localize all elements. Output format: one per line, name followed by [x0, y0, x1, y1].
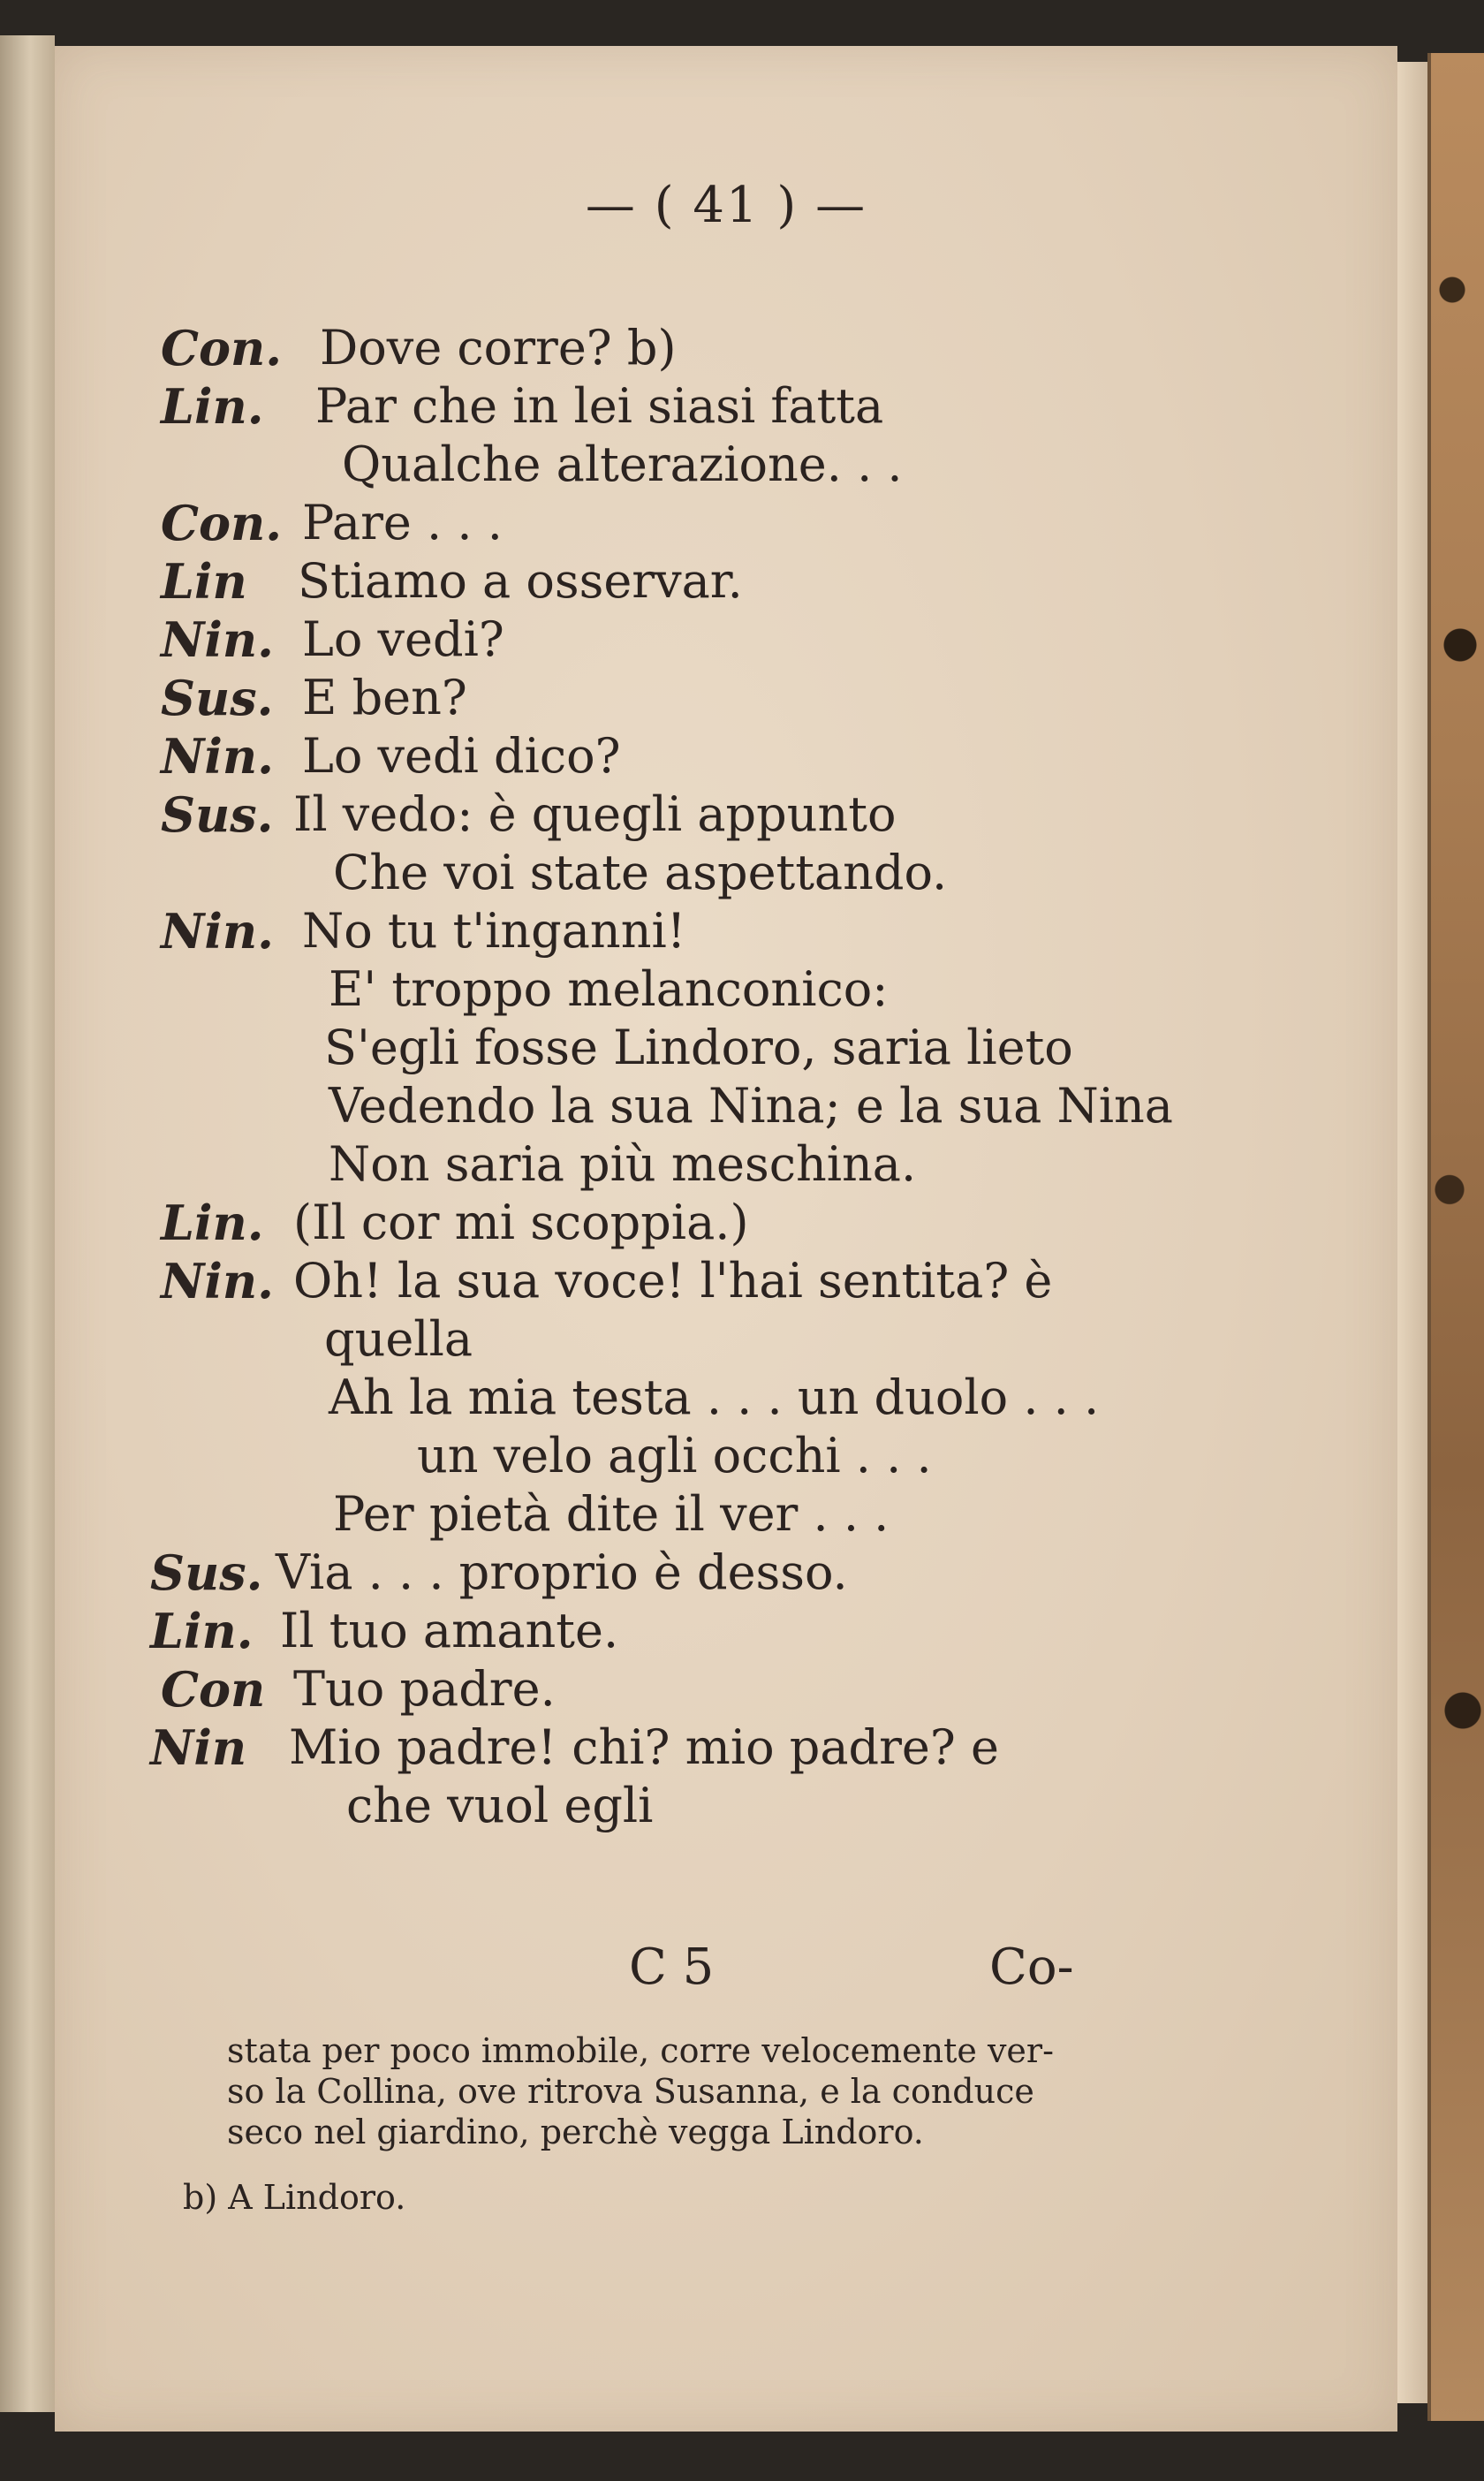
- previous-page-edge: [0, 35, 55, 2412]
- speaker-label: Lin.: [161, 1195, 264, 1251]
- signature-mark: C 5: [629, 1939, 715, 1996]
- speaker-label: Con.: [161, 495, 283, 551]
- speaker-label: Sus.: [150, 1544, 263, 1601]
- dialogue-line: Oh! la sua voce! l'hai sentita? è: [293, 1253, 1053, 1309]
- dialogue-line: Il vedo: è quegli appunto: [293, 786, 897, 842]
- dialogue-line: che vuol egli: [346, 1778, 654, 1833]
- dialogue-line: Dove corre? b): [320, 320, 677, 376]
- footnote-line: b) A Lindoro.: [183, 2178, 406, 2217]
- dialogue-line: Che voi state aspettando.: [333, 845, 948, 900]
- speaker-label: Nin: [150, 1719, 247, 1776]
- dialogue-line: Via . . . proprio è desso.: [276, 1544, 848, 1600]
- page-header: — ( 41 ) —: [585, 177, 867, 234]
- dialogue-line: (Il cor mi scoppia.): [293, 1195, 749, 1250]
- dialogue-line: Vedendo la sua Nina; e la sua Nina: [329, 1078, 1173, 1134]
- dialogue-line: No tu t'inganni!: [302, 903, 686, 959]
- speaker-label: Lin: [161, 553, 247, 610]
- dialogue-line: E' troppo melanconico:: [329, 961, 889, 1017]
- speaker-label: Sus.: [161, 670, 274, 726]
- dialogue-line: Stiamo a osservar.: [298, 553, 743, 609]
- catchword: Co-: [989, 1939, 1074, 1996]
- speaker-label: Sus.: [161, 786, 274, 843]
- dialogue-line: Il tuo amante.: [280, 1603, 619, 1658]
- dialogue-line: Pare . . .: [302, 495, 503, 550]
- dialogue-line: Per pietà dite il ver . . .: [333, 1486, 890, 1542]
- speaker-label: Lin.: [150, 1603, 254, 1659]
- dialogue-line: Tuo padre.: [293, 1661, 556, 1717]
- dialogue-line: Ah la mia testa . . . un duolo . . .: [329, 1369, 1100, 1425]
- page-fore-edge: [1397, 62, 1427, 2403]
- dialogue-line: E ben?: [302, 670, 467, 725]
- book-cover-edge: [1427, 53, 1484, 2421]
- speaker-label: Lin.: [161, 378, 264, 435]
- book-page: [55, 46, 1397, 2432]
- dialogue-line: Qualche alterazione. . .: [342, 436, 903, 492]
- speaker-label: Con: [161, 1661, 266, 1718]
- dialogue-line: un velo agli occhi . . .: [417, 1428, 932, 1483]
- dialogue-line: Lo vedi dico?: [302, 728, 621, 784]
- speaker-label: Nin.: [161, 728, 274, 785]
- dialogue-line: Lo vedi?: [302, 611, 504, 667]
- speaker-label: Nin.: [161, 1253, 274, 1309]
- speaker-label: Nin.: [161, 903, 274, 960]
- footnote-line: so la Collina, ove ritrova Susanna, e la conduce: [227, 2072, 1034, 2111]
- footnote-line: seco nel giardino, perchè vegga Lindoro.: [227, 2113, 924, 2151]
- dialogue-line: Non saria più meschina.: [329, 1136, 917, 1192]
- speaker-label: Con.: [161, 320, 283, 376]
- dialogue-line: Mio padre! chi? mio padre? e: [289, 1719, 999, 1775]
- speaker-label: Nin.: [161, 611, 274, 668]
- dialogue-line: Par che in lei siasi fatta: [315, 378, 884, 434]
- dialogue-line: quella: [324, 1311, 473, 1367]
- footnote-line: stata per poco immobile, corre velocemente ver-: [227, 2031, 1054, 2070]
- dialogue-line: S'egli fosse Lindoro, saria lieto: [324, 1020, 1073, 1075]
